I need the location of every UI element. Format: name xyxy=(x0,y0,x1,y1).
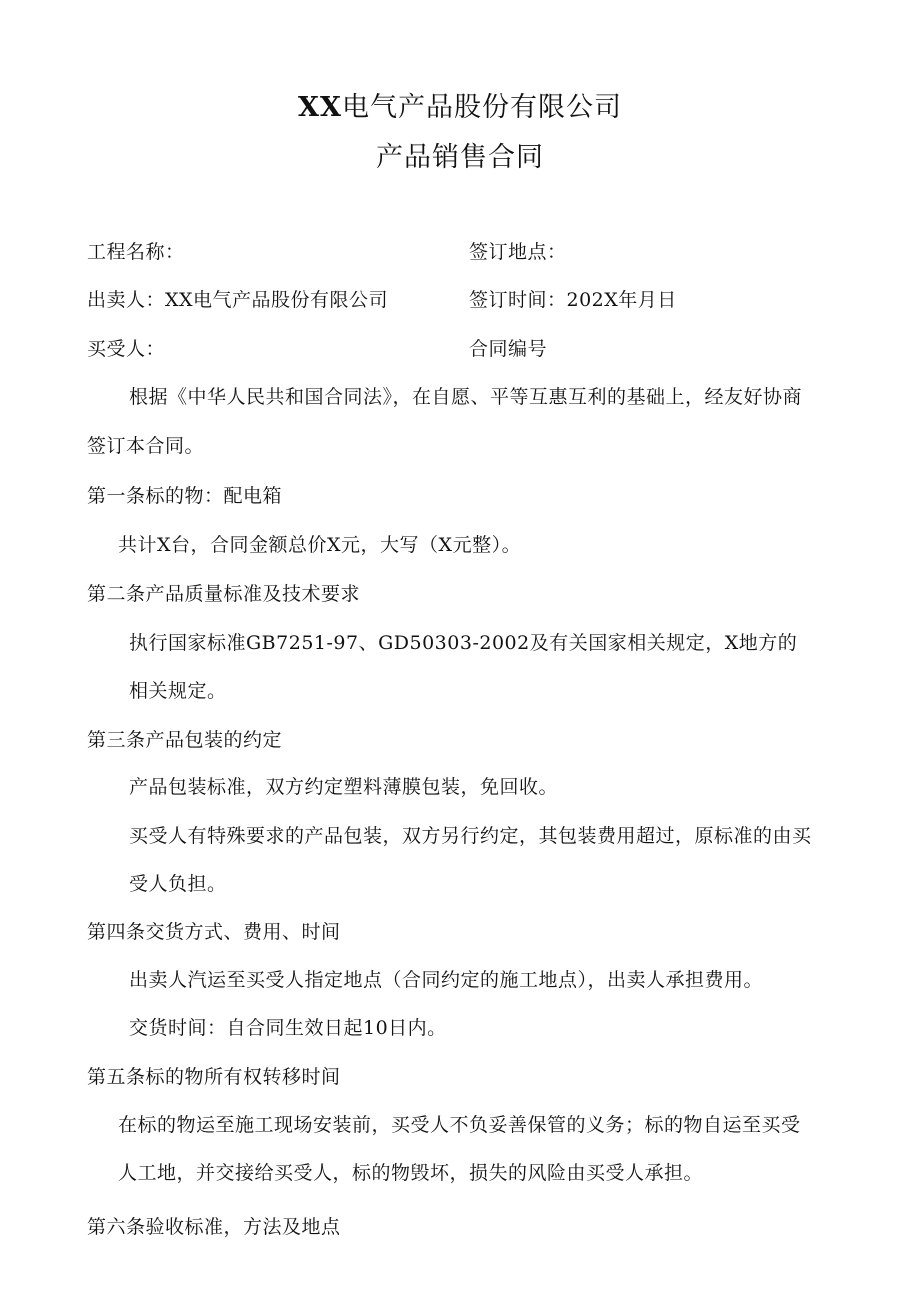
company-title xyxy=(0,91,920,125)
article-1-title: 第一条标的物：配电箱 xyxy=(87,485,283,507)
article-3-paragraph-1: 产品包装标准，双方约定塑料薄膜包装，免回收。 xyxy=(129,776,559,798)
preamble-line-2: 签订本合同。 xyxy=(87,435,205,457)
article-2-paragraph-1: 执行国家标准GB7251-97、GD50303-2002及有关国家相关规定，X地方的 xyxy=(129,632,798,654)
article-2-paragraph-2: 相关规定。 xyxy=(129,680,227,702)
project-name-label: 工程名称： xyxy=(87,241,185,263)
article-4-paragraph-1: 出卖人汽运至买受人指定地点（合同约定的施工地点），出卖人承担费用。 xyxy=(129,969,764,991)
article-3-title: 第三条产品包装的约定 xyxy=(87,729,283,751)
article-1-paragraph: 共计X台，合同金额总价X元，大写（X元整）。 xyxy=(118,534,522,556)
contract-number-label: 合同编号 xyxy=(469,338,548,360)
article-3-paragraph-2: 买受人有特殊要求的产品包装，双方另行约定，其包装费用超过，原标准的由买 xyxy=(129,825,812,847)
article-6-title: 第六条验收标准，方法及地点 xyxy=(87,1216,341,1238)
contract-title: 产品销售合同 xyxy=(376,142,544,173)
article-2-title: 第二条产品质量标准及技术要求 xyxy=(87,583,361,605)
buyer-label: 买受人： xyxy=(87,338,166,360)
sign-place-label: 签订地点： xyxy=(469,241,567,263)
company-title-prefix: XX xyxy=(298,92,342,123)
sign-time-line: 签订时间：202X年月日 xyxy=(469,289,677,311)
article-5-title: 第五条标的物所有权转移时间 xyxy=(87,1066,341,1088)
company-title-rest: 电气产品股份有限公司 xyxy=(341,92,622,123)
preamble-line-1: 根据《中华人民共和国合同法》，在自愿、平等互惠互利的基础上，经友好协商 xyxy=(129,386,803,408)
article-4-paragraph-2: 交货时间：自合同生效日起10日内。 xyxy=(129,1017,447,1039)
article-3-paragraph-3: 受人负担。 xyxy=(129,873,227,895)
seller-line: 出卖人：XX电气产品股份有限公司 xyxy=(87,289,389,311)
article-5-paragraph-2: 人工地，并交接给买受人，标的物毁坏，损失的风险由买受人承担。 xyxy=(118,1162,704,1184)
article-4-title: 第四条交货方式、费用、时间 xyxy=(87,921,341,943)
article-5-paragraph-1: 在标的物运至施工现场安装前，买受人不负妥善保管的义务；标的物自运至买受 xyxy=(118,1114,801,1136)
